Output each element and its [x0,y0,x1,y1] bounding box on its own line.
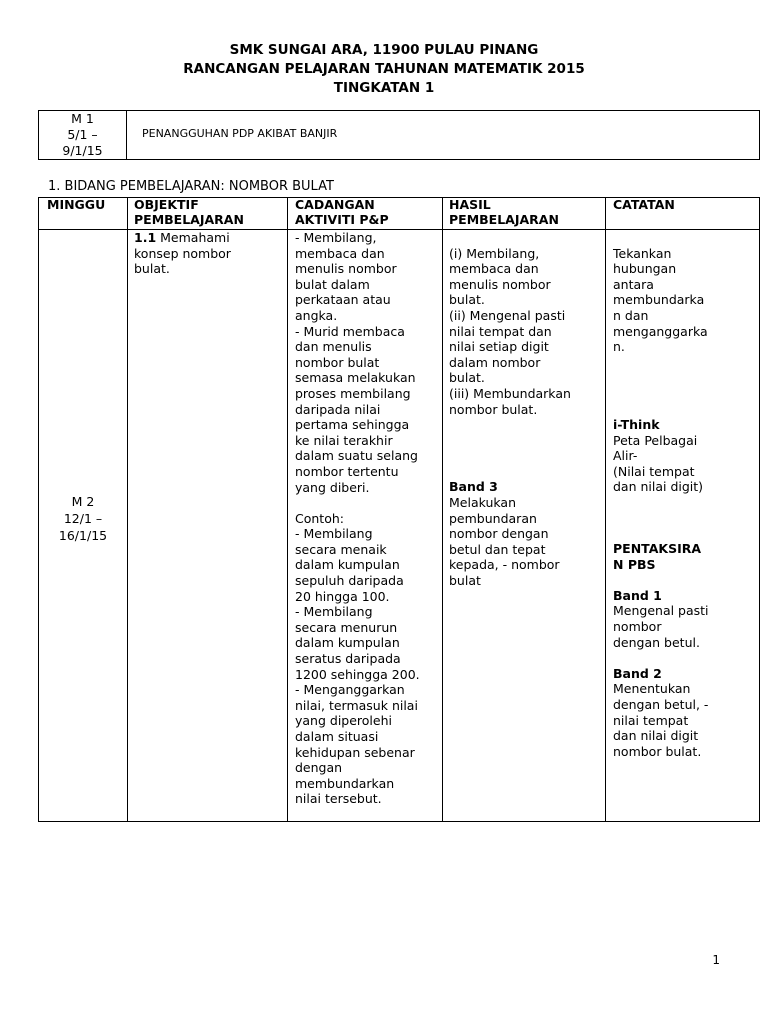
header-hasil-line1: HASIL [449,197,491,212]
week2-dates-end: 16/1/15 [58,528,108,543]
hasil-cell [449,230,603,604]
header-objektif-line1: OBJEKTIF [134,197,199,212]
objektif-number: 1.1 [134,230,157,245]
week1-label: M 1 [71,111,94,126]
header-objektif-line2: PEMBELAJARAN [134,211,244,227]
pbs-label: PENTAKSIRA N PBS [613,541,702,572]
week1-table [38,110,760,160]
column-divider [605,198,606,821]
section-title: 1. BIDANG PEMBELAJARAN: NOMBOR BULAT [48,179,334,194]
header-cadangan-line1: CADANGAN [295,197,375,212]
catatan-intro: Tekankan hubungan antara membundarka n dan menganggarka n. [613,245,708,355]
band1-text: Mengenal pasti nombor dengan betul. [613,603,709,650]
header-hasil [449,198,559,227]
header-minggu: MINGGU [47,197,106,212]
header-cadangan [295,198,389,227]
document-title: SMK SUNGAI ARA, 11900 PULAU PINANG [229,42,539,58]
week2-cell [39,493,127,544]
band2-label: Band 2 [613,665,662,681]
header-catatan: CATATAN [613,197,675,212]
band1-label: Band 1 [613,587,662,603]
catatan-cell [613,230,759,775]
hasil-band-text: Melakukan pembundaran nombor dengan betul dan tepat kepada, - nombor bulat [449,494,560,588]
cadangan-cell: - Membilang, membaca dan menulis nombor bulat dalam perkataan atau angka. - Murid membaca dan menulis nombor bulat semasa melakukan proses membilang daripada nilai pertama sehingga ke nilai terakhir dalam suatu selang nombor tertentu yang diberi. Contoh: - Membilang secara menaik dalam kumpulan sepuluh daripada 20 hingga 100. - Membilang secara menurun dalam kumpulan seratus daripada 1200 sehingga 200. - Menganggarkan nilai, termasuk nilai yang diperolehi dalam situasi kehidupan sebenar dengan membundarkan nilai tersebut. [295,230,420,807]
column-divider [127,198,128,821]
week1-cell [39,111,127,159]
document-level: TINGKATAN 1 [333,80,435,96]
column-divider [442,198,443,821]
band2-text: Menentukan dengan betul, - nilai tempat dan nilai digit nombor bulat. [613,681,709,759]
hasil-band-label: Band 3 [449,479,498,495]
hasil-text: (i) Membilang, membaca dan menulis nombor bulat. (ii) Mengenal pasti nilai tempat dan nilai setiap digit dalam nombor bulat. (iii) Membundarkan nombor bulat. [449,245,571,417]
week1-note: PENANGGUHAN PDP AKIBAT BANJIR [142,127,338,140]
week2-dates-start: 12/1 – [63,511,103,526]
document-subtitle: RANCANGAN PELAJARAN TAHUNAN MATEMATIK 2015 [183,61,585,77]
objektif-text: Memahami konsep nombor bulat. [134,230,231,277]
header-objektif [134,198,244,227]
objektif-cell [134,230,284,277]
plan-table [38,197,760,822]
week1-dates-end: 9/1/15 [62,143,103,158]
week1-dates-start: 5/1 – [67,127,98,142]
header-cadangan-line2: AKTIVITI P&P [295,211,389,227]
header-hasil-line2: PEMBELAJARAN [449,211,559,227]
ithink-label: i-Think [613,416,660,432]
page-number: 1 [712,953,720,967]
column-divider [287,198,288,821]
week2-label: M 2 [71,494,95,509]
ithink-text: Peta Pelbagai Alir- (Nilai tempat dan nilai digit) [613,432,704,495]
